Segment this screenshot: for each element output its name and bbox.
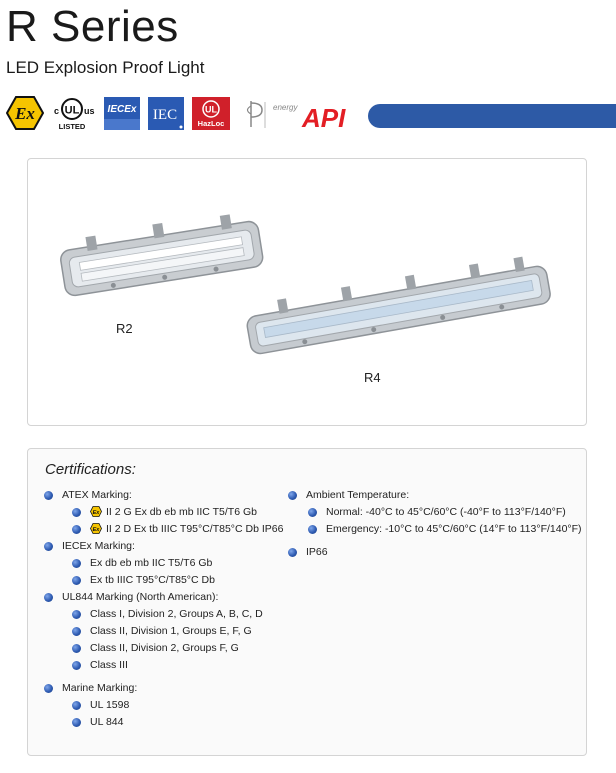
ul-listed-logo bbox=[52, 96, 98, 132]
atex-item bbox=[42, 521, 283, 538]
bullet-icon bbox=[72, 508, 81, 517]
ambient-item: Normal: -40°C to 45°C/60°C (-40°F to 113°F/140°F) bbox=[286, 504, 582, 521]
ul844-item: Class II, Division 1, Groups E, F, G bbox=[42, 623, 283, 640]
ul844-label: UL844 Marking (North American): bbox=[62, 591, 219, 603]
bullet-icon bbox=[308, 508, 317, 517]
certifications-title: Certifications: bbox=[45, 461, 136, 478]
bullet-icon bbox=[308, 525, 317, 534]
energy-text: energy bbox=[273, 103, 298, 112]
marine-marking bbox=[42, 680, 283, 697]
bullet-icon bbox=[72, 559, 81, 568]
bullet-icon bbox=[44, 491, 53, 500]
bullet-icon bbox=[72, 627, 81, 636]
bullet-icon bbox=[44, 542, 53, 551]
bullet-icon bbox=[288, 491, 297, 500]
iecex-label: IECEx Marking: bbox=[62, 540, 135, 552]
bullet-icon bbox=[72, 576, 81, 585]
iecex-item: Ex db eb mb IIC T5/T6 Gb bbox=[42, 555, 283, 572]
bullet-icon bbox=[288, 548, 297, 557]
ul-mark-text: UL bbox=[64, 104, 80, 117]
ul844-item: Class II, Division 2, Groups F, G bbox=[42, 640, 283, 657]
svg-text:Ex: Ex bbox=[92, 510, 100, 516]
certifications-box bbox=[27, 448, 587, 756]
ul-us-text: us bbox=[84, 106, 95, 116]
svg-text:Ex: Ex bbox=[92, 527, 100, 533]
r4-light-illustration bbox=[240, 251, 556, 361]
ip-rating bbox=[286, 544, 582, 561]
atex-label: ATEX Marking: bbox=[62, 489, 132, 501]
marine-label: Marine Marking: bbox=[62, 682, 138, 694]
ul844-item: Class III bbox=[42, 657, 283, 674]
ul-hazloc-logo bbox=[192, 97, 230, 130]
iecex-marking bbox=[42, 538, 283, 555]
iecex-item: Ex tb IIIC T95°C/T85°C Db bbox=[42, 572, 283, 589]
ul844-item: Class I, Division 2, Groups A, B, C, D bbox=[42, 606, 283, 623]
bullet-icon bbox=[72, 701, 81, 710]
certifications-left-column bbox=[42, 487, 283, 731]
bullet-icon bbox=[72, 718, 81, 727]
iecex-logo-text: IECEx bbox=[107, 104, 137, 115]
certifications-right-column bbox=[286, 487, 582, 561]
atex-marking bbox=[42, 487, 283, 504]
iec-logo bbox=[148, 97, 184, 130]
ambient-label: Ambient Temperature: bbox=[306, 489, 410, 501]
atex-item bbox=[42, 504, 283, 521]
bullet-icon bbox=[72, 644, 81, 653]
r2-label: R2 bbox=[116, 321, 133, 336]
page-subtitle: LED Explosion Proof Light bbox=[6, 58, 205, 77]
bullet-icon bbox=[72, 661, 81, 670]
ex-hexagon-icon bbox=[90, 523, 102, 534]
ul-hazloc-mark-text: UL bbox=[205, 104, 217, 115]
ex-hexagon-icon bbox=[90, 506, 102, 517]
api-text: API bbox=[302, 103, 346, 130]
p-symbol-logo bbox=[238, 98, 268, 130]
atex-item-text: II 2 D Ex tb IIIC T95°C/T85°C Db IP66 bbox=[106, 523, 284, 535]
ambient-item: Emergency: -10°C to 45°C/60°C (14°F to 113°F/140°F) bbox=[286, 521, 582, 538]
ul844-marking bbox=[42, 589, 283, 606]
ex-logo-text: Ex bbox=[15, 104, 35, 123]
bullet-icon bbox=[44, 593, 53, 602]
ul-listed-text: LISTED bbox=[58, 122, 86, 131]
ambient-temperature bbox=[286, 487, 582, 504]
energy-api-logo bbox=[272, 100, 356, 130]
marine-item: UL 844 bbox=[42, 714, 283, 731]
ul-hazloc-text: HazLoc bbox=[197, 119, 225, 128]
header-blue-bar bbox=[368, 104, 616, 128]
iec-logo-text: IEC bbox=[152, 107, 178, 123]
product-image-box bbox=[27, 158, 587, 426]
marine-item: UL 1598 bbox=[42, 697, 283, 714]
r4-label: R4 bbox=[364, 370, 381, 385]
page-title: R Series bbox=[6, 2, 179, 51]
ip-rating-text: IP66 bbox=[306, 546, 328, 558]
atex-item-text: II 2 G Ex db eb mb IIC T5/T6 Gb bbox=[106, 506, 257, 518]
bullet-icon bbox=[44, 684, 53, 693]
ex-hexagon-logo bbox=[6, 96, 44, 130]
bullet-icon bbox=[72, 525, 81, 534]
iecex-logo bbox=[104, 97, 140, 130]
ul-c-text: c bbox=[54, 106, 60, 116]
bullet-icon bbox=[72, 610, 81, 619]
